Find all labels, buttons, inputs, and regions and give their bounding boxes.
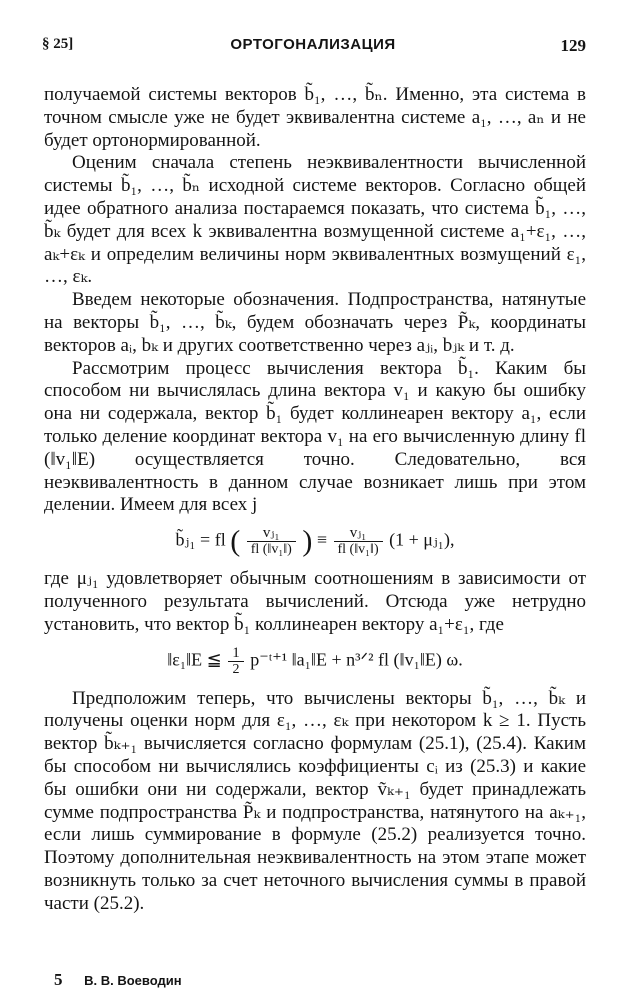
right-paren: ) <box>302 524 313 558</box>
fraction-2 <box>334 525 383 558</box>
fraction-1-denominator: fl (‖v₁‖) <box>250 542 292 558</box>
fraction-half <box>228 645 244 678</box>
fraction-1 <box>247 525 296 558</box>
paragraph-induction-step: Предположим теперь, что вычислены векторы b̃₁, …, b̃ₖ и получены оценки норм для ε₁, …, εₖ при некотором k ≥ 1. Пусть вектор b̃ₖ₊₁ вычисляется согласно формулам (25.1), (25.4). Каким бы способом ни вычислялись коэффициенты cᵢ из (25.3) и какие бы ошибки они ни содержали, вектор ṽₖ₊₁ будет принадлежать сумме подпространства P̃ₖ и подпространства, натянутого на aₖ₊₁, если лишь суммирование в формуле (25.2) реализуется точно. Поэтому дополнительная неэквивалентность на этом этапе может возникнуть только за счет неточного вычисления суммы в правой части (25.2). <box>44 687 586 914</box>
fraction-half-numerator: 1 <box>228 645 244 662</box>
left-paren: ( <box>230 524 241 558</box>
page-body <box>44 84 586 916</box>
chapter-title: ОРТОГОНАЛИЗАЦИЯ <box>230 36 396 53</box>
formula-eps-norm-rhs: p⁻ᵗ⁺¹ ‖a₁‖E + n³ᐟ² fl (‖v₁‖E) ω. <box>250 649 463 670</box>
fraction-2-denominator: fl (‖v₁‖) <box>337 542 379 558</box>
printer-signature-mark: 5 <box>54 970 63 989</box>
formula-eps-norm-lhs: ‖ε₁‖E ≦ <box>167 649 222 670</box>
paragraph-equivalence-estimate: Оценим сначала степень неэквивалентности вычисленной системы b̃₁, …, b̃ₙ исходной системе векторов. Согласно общей идее обратного анализа постараемся показать, что система b̃₁, …, b̃ₖ будет для всех k эквивалентна возмущенной системе a₁+ε₁, …, aₖ+εₖ и определим величины норм эквивалентных возмущений ε₁, …, εₖ. <box>44 152 586 288</box>
paragraph-first-vector: Рассмотрим процесс вычисления вектора b̃₁. Каким бы способом ни вычислялась длина вектора v₁ и какую бы ошибку она ни содержала, вектор b̃₁ будет коллинеарен вектору a₁, если только деление координат вектора v₁ на его вычисленную длину fl (‖v₁‖E) осуществляется точно. Следовательно, вся неэквивалентность в данном случае возникает лишь при этом делении. Имеем для всех j <box>44 357 586 516</box>
fraction-2-numerator: vⱼ₁ <box>334 525 383 542</box>
formula-eps-norm <box>44 645 586 678</box>
page-number: 129 <box>560 36 586 55</box>
paragraph-mu-definition: где μⱼ₁ удовлетворяет обычным соотношениям в зависимости от полученного результата вычислений. Отсюда уже нетрудно установить, что вектор b̃₁ коллинеарен вектору a₁+ε₁, где <box>44 568 586 635</box>
signature-footer <box>54 970 182 990</box>
paragraph-notation: Введем некоторые обозначения. Подпространства, натянутые на векторы b̃₁, …, b̃ₖ, будем обозначать через P̃ₖ, координаты векторов aᵢ, bₖ и других соответственно через aⱼᵢ, bⱼₖ и т. д. <box>44 289 586 356</box>
formula-b-j1 <box>44 525 586 558</box>
paragraph-continuation: получаемой системы векторов b̃₁, …, b̃ₙ. Именно, эта система в точном смысле уже не будет эквивалентна системе a₁, …, aₙ и не будет ортонормированной. <box>44 84 586 151</box>
equivalence-sign: ≡ <box>316 529 327 550</box>
formula-b-j1-lhs: b̃ⱼ₁ = fl <box>175 529 226 550</box>
running-header <box>0 36 626 60</box>
author-name: В. В. Воеводин <box>84 973 182 988</box>
fraction-half-denominator: 2 <box>232 661 240 677</box>
formula-b-j1-tail: (1 + μⱼ₁), <box>389 529 455 550</box>
section-number: § 25] <box>42 36 74 52</box>
fraction-1-numerator: vⱼ₁ <box>247 525 296 542</box>
